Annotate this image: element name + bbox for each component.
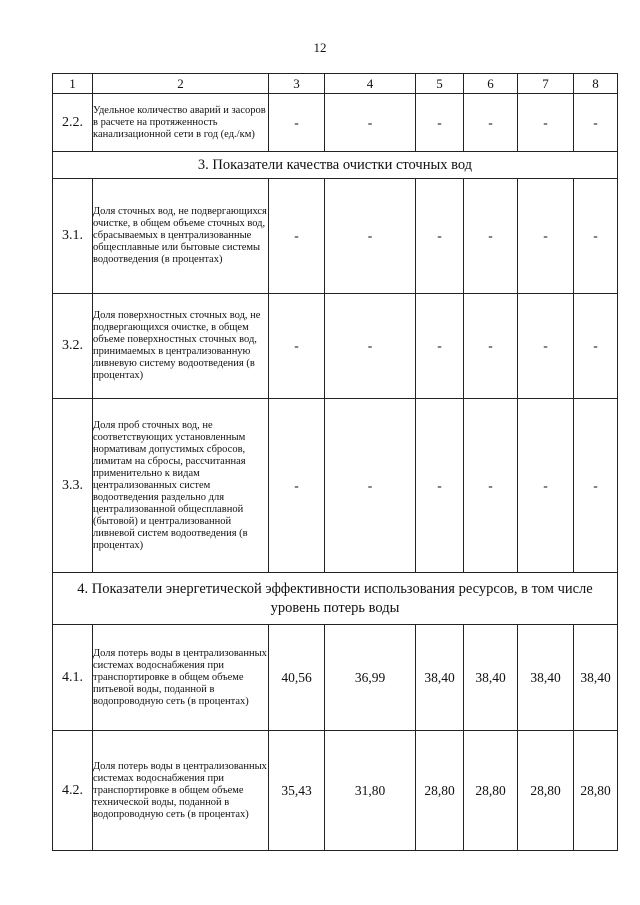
value-cell: 38,40 bbox=[574, 625, 618, 731]
value-cell: - bbox=[574, 294, 618, 399]
value-cell: - bbox=[574, 179, 618, 294]
row-description: Доля сточных вод, не подвергающихся очистке, в общем объеме сточных вод, сбрасываемых в централизованные общесплавные или бытовые системы водоотведения (в процентах) bbox=[93, 179, 269, 294]
section-row bbox=[53, 152, 618, 179]
row-number: 3.3. bbox=[53, 399, 93, 573]
value-cell: - bbox=[325, 94, 416, 152]
header-cell: 3 bbox=[269, 74, 325, 94]
row-description: Удельное количество аварий и засоров в расчете на протяженность канализационной сети в год (ед./км) bbox=[93, 94, 269, 152]
header-cell: 7 bbox=[518, 74, 574, 94]
value-cell: - bbox=[269, 94, 325, 152]
value-cell: - bbox=[269, 399, 325, 573]
header-cell: 1 bbox=[53, 74, 93, 94]
value-cell: 28,80 bbox=[464, 731, 518, 851]
value-cell: 40,56 bbox=[269, 625, 325, 731]
value-cell: - bbox=[464, 94, 518, 152]
value-cell: 28,80 bbox=[574, 731, 618, 851]
value-cell: 38,40 bbox=[518, 625, 574, 731]
row-description: Доля потерь воды в централизованных системах водоснабжения при транспортировке в общем объеме технической воды, поданной в водопроводную сеть (в процентах) bbox=[93, 731, 269, 851]
section-row bbox=[53, 573, 618, 625]
header-cell: 4 bbox=[325, 74, 416, 94]
value-cell: - bbox=[416, 94, 464, 152]
header-cell: 6 bbox=[464, 74, 518, 94]
value-cell: - bbox=[518, 94, 574, 152]
row-description: Доля поверхностных сточных вод, не подвергающихся очистке, в общем объеме поверхностных сточных вод, принимаемых в централизованную ливневую систему водоотведения (в процентах) bbox=[93, 294, 269, 399]
row-number: 3.2. bbox=[53, 294, 93, 399]
indicators-table bbox=[52, 73, 618, 851]
value-cell: - bbox=[464, 179, 518, 294]
row-number: 2.2. bbox=[53, 94, 93, 152]
table-row bbox=[53, 731, 618, 851]
value-cell: - bbox=[416, 294, 464, 399]
value-cell: 38,40 bbox=[464, 625, 518, 731]
value-cell: - bbox=[325, 179, 416, 294]
row-number: 4.1. bbox=[53, 625, 93, 731]
table-row bbox=[53, 94, 618, 152]
value-cell: 38,40 bbox=[416, 625, 464, 731]
value-cell: - bbox=[464, 294, 518, 399]
value-cell: - bbox=[518, 294, 574, 399]
header-cell: 2 bbox=[93, 74, 269, 94]
section-title: 4. Показатели энергетической эффективности использования ресурсов, в том числе уровень потерь воды bbox=[53, 573, 618, 625]
section-title: 3. Показатели качества очистки сточных вод bbox=[53, 152, 618, 179]
page-number: 12 bbox=[313, 40, 327, 55]
row-description: Доля проб сточных вод, не соответствующих установленным нормативам допустимых сбросов, лимитам на сбросы, рассчитанная применительно к видам централизованных систем водоотведения раздельно для централизованной общесплавной (бытовой) и централизованной ливневой систем водоотведения (в процентах) bbox=[93, 399, 269, 573]
value-cell: - bbox=[518, 179, 574, 294]
value-cell: - bbox=[574, 399, 618, 573]
table-header-row bbox=[53, 74, 618, 94]
header-cell: 8 bbox=[574, 74, 618, 94]
table-row bbox=[53, 294, 618, 399]
value-cell: 35,43 bbox=[269, 731, 325, 851]
table-row bbox=[53, 399, 618, 573]
value-cell: - bbox=[574, 94, 618, 152]
value-cell: - bbox=[464, 399, 518, 573]
value-cell: - bbox=[269, 179, 325, 294]
row-number: 4.2. bbox=[53, 731, 93, 851]
header-cell: 5 bbox=[416, 74, 464, 94]
value-cell: - bbox=[325, 294, 416, 399]
table-row bbox=[53, 179, 618, 294]
value-cell: - bbox=[416, 399, 464, 573]
value-cell: 36,99 bbox=[325, 625, 416, 731]
value-cell: - bbox=[269, 294, 325, 399]
row-description: Доля потерь воды в централизованных системах водоснабжения при транспортировке в общем объеме питьевой воды, поданной в водопроводную сеть (в процентах) bbox=[93, 625, 269, 731]
table-row bbox=[53, 625, 618, 731]
value-cell: - bbox=[416, 179, 464, 294]
row-number: 3.1. bbox=[53, 179, 93, 294]
value-cell: - bbox=[518, 399, 574, 573]
value-cell: 28,80 bbox=[416, 731, 464, 851]
value-cell: - bbox=[325, 399, 416, 573]
value-cell: 28,80 bbox=[518, 731, 574, 851]
value-cell: 31,80 bbox=[325, 731, 416, 851]
